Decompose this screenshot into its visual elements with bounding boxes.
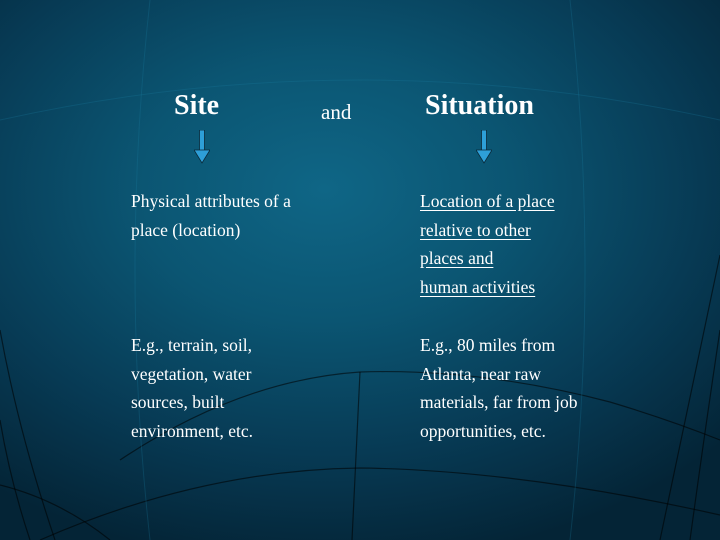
arrow-down-icon: [194, 130, 210, 164]
site-definition: Physical attributes of a place (location): [131, 191, 291, 240]
situation-definition: Location of a place relative to other places and human activities: [420, 191, 555, 297]
site-heading: Site: [174, 90, 220, 121]
situation-examples: E.g., 80 miles from Atlanta, near raw materials, far from job opportunities, etc.: [420, 335, 578, 441]
site-examples: E.g., terrain, soil, vegetation, water sources, built environment, etc.: [131, 335, 253, 441]
situation-heading: Situation: [425, 90, 534, 121]
and-connector: and: [321, 100, 352, 124]
arrow-down-icon: [476, 130, 492, 164]
